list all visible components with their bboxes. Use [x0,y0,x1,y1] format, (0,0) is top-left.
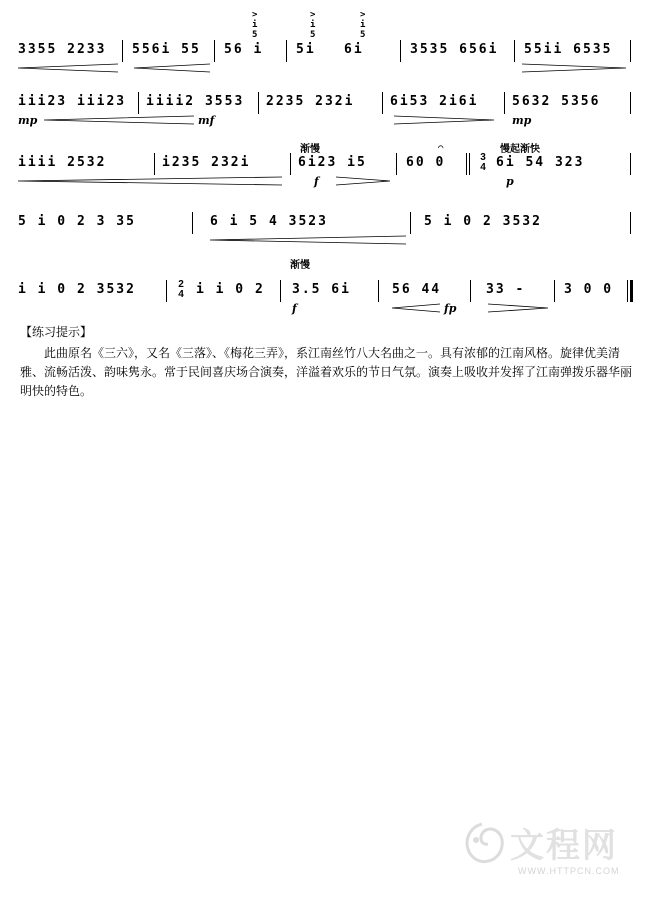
practice-tips-body: 此曲原名《三六》，又名《三落》、《梅花三弄》，系江南丝竹八大名曲之一。具有浓郁的江南风格。旋律优美清雅、流畅活泼、韵味隽永。常于民间喜庆场合演奏，洋溢着欢乐的节日气氛。演奏上吸收并发挥了江南弹拨乐器华丽明快的特色。 [20,346,633,398]
measure: 33 - [486,282,526,297]
practice-tips-title: 【练习提示】 [20,325,93,339]
measure: 3 0 0 [564,282,614,297]
barline [400,40,401,62]
chord-stack: > i 5 [360,10,366,40]
barline [470,280,471,302]
measure: 60 0 [406,155,446,170]
measure: 5632 5356 [512,94,601,109]
barline [630,92,631,114]
barline [630,153,631,175]
barline [627,280,628,302]
barline [286,40,287,62]
barline [554,280,555,302]
measure: 6 i 5 4 3523 [210,214,328,229]
time-signature: 3 4 [480,152,486,173]
watermark-text: 文程网 [510,826,618,866]
barline [122,40,123,62]
tempo-mark: 慢起渐快 [500,144,540,155]
decrescendo-hairpin [488,304,548,312]
measure: iiii2 3553 [146,94,245,109]
dynamic-mark: f [292,302,297,315]
dynamic-mark: mp [18,114,38,127]
measure: 56 i [224,42,264,57]
measure: 56 44 [392,282,442,297]
barline [138,92,139,114]
measure: 3355 2233 [18,42,107,57]
barline [466,153,467,175]
crescendo-hairpin [210,236,406,244]
barline [630,280,633,302]
dynamic-mark: mp [512,114,532,127]
barline [504,92,505,114]
crescendo-hairpin [392,304,440,312]
watermark [456,818,636,888]
measure: 55ii 6535 [524,42,613,57]
measure: 6i 54 323 [496,155,585,170]
barline [396,153,397,175]
barline [469,153,470,175]
dynamic-mark: fp [444,302,457,315]
barline [514,40,515,62]
barline [378,280,379,302]
barline [166,280,167,302]
chord-stack: > i 5 [310,10,316,40]
decrescendo-hairpin [394,116,494,124]
measure: iii23 iii23 [18,94,127,109]
barline [214,40,215,62]
measure: 2235 232i [266,94,355,109]
tempo-mark: 渐慢 [290,260,310,271]
fermata: ⌒ [438,143,444,153]
measure: i i 0 2 [196,282,265,297]
crescendo-hairpin [18,64,118,72]
chord-stack: > i 5 [252,10,258,40]
dynamic-mark: f [314,175,319,188]
barline [280,280,281,302]
time-signature: 2 4 [178,279,184,300]
barline [382,92,383,114]
watermark-logo-icon [456,818,508,874]
barline [192,212,193,234]
barline [154,153,155,175]
measure: 5i [296,42,316,57]
crescendo-hairpin [44,116,194,124]
measure: i i 0 2 3532 [18,282,136,297]
barline [410,212,411,234]
tempo-mark: 渐慢 [300,144,320,155]
measure: 3.5 6i [292,282,351,297]
measure: iiii 2532 [18,155,107,170]
crescendo-hairpin [134,64,210,72]
watermark-url: WWW.HTTPCN.COM [518,866,620,876]
measure: 5 i 0 2 3532 [424,214,542,229]
barline [258,92,259,114]
measure: 556i 55 [132,42,201,57]
measure: i235 232i [162,155,251,170]
barline [630,212,631,234]
dynamic-mark: mf [198,114,215,127]
measure: 6i [344,42,364,57]
barline [630,40,631,62]
crescendo-hairpin [18,177,282,185]
measure: 5 i 0 2 3 35 [18,214,136,229]
dynamic-mark: p [506,175,514,188]
measure: 6i23 i5 [298,155,367,170]
decrescendo-hairpin [336,177,390,185]
jianpu-score [0,0,648,330]
decrescendo-hairpin [522,64,626,72]
barline [290,153,291,175]
practice-tips [20,323,632,401]
measure: 3535 656i [410,42,499,57]
measure: 6i53 2i6i [390,94,479,109]
